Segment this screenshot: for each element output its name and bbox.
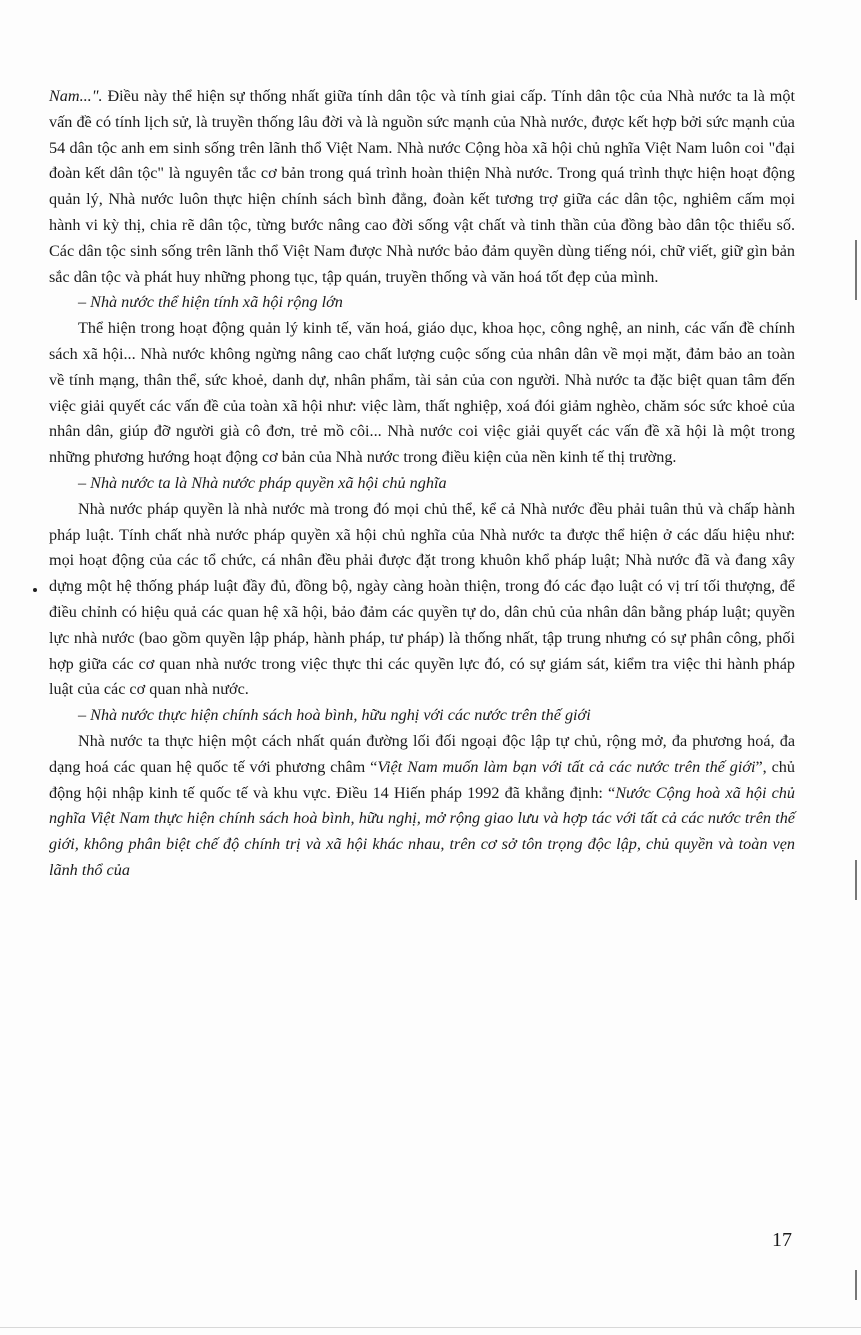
- run: Nhà nước ta thực hiện một cách nhất quán đường lối đối ngoại độc lập tự chủ, rộng mở, đa phương hoá, đa dạng hoá các quan hệ quốc tế với phương châm “: [49, 731, 795, 776]
- page-number: 17: [772, 1229, 792, 1251]
- body-text: [49, 84, 795, 884]
- run: Nam...".: [49, 87, 108, 105]
- scan-edge-mark: [855, 1270, 857, 1300]
- run: – Nhà nước ta là Nhà nước pháp quyền xã hội chủ nghĩa: [78, 473, 447, 492]
- paragraph-unity: [49, 84, 795, 290]
- run: ”, chủ động hội nhập kinh tế quốc tế và khu vực. Điều 14 Hiến pháp 1992 đã khẳng định: “: [49, 757, 795, 802]
- paragraph-rule-of-law: [49, 497, 795, 703]
- run: Điều này thể hiện sự thống nhất giữa tính dân tộc và tính giai cấp. Tính dân tộc của Nhà nước ta là một vấn đề có tính lịch sử, là truyền thống lâu đời và là nguồn sức mạnh của Nhà nước, được kết hợp bởi sức mạnh của 54 dân tộc anh em sinh sống trên lãnh thổ Việt Nam. Nhà nước Cộng hòa xã hội chủ nghĩa Việt Nam luôn coi "đại đoàn kết dân tộc" là nguyên tắc cơ bản trong quá trình hoàn thiện Nhà nước. Trong quá trình thực hiện hoạt động quản lý, Nhà nước luôn thực hiện chính sách bình đẳng, đoàn kết tương trợ giữa các dân tộc, nghiêm cấm mọi hành vi kỳ thị, chia rẽ dân tộc, từng bước nâng cao đời sống vật chất và tinh thần của đồng bào dân tộc thiểu số. Các dân tộc sinh sống trên lãnh thổ Việt Nam được Nhà nước bảo đảm quyền dùng tiếng nói, chữ viết, giữ gìn bản sắc dân tộc và phát huy những phong tục, tập quán, truyền thống và văn hoá tốt đẹp của mình.: [49, 87, 795, 286]
- paragraph-foreign-policy: [49, 729, 795, 884]
- paragraph-social: [49, 316, 795, 471]
- heading-social-character: [49, 290, 795, 316]
- scan-edge-mark: [855, 240, 857, 300]
- heading-rule-of-law: [49, 471, 795, 497]
- margin-mark: [33, 588, 37, 592]
- run: Nước Cộng hoà xã hội chủ nghĩa Việt Nam thực hiện chính sách hoà bình, hữu nghị, mở rộng giao lưu và hợp tác với tất cả các nước trên thế giới, không phân biệt chế độ chính trị và xã hội khác nhau, trên cơ sở tôn trọng độc lập, chủ quyền và toàn vẹn lãnh thổ của: [49, 783, 795, 879]
- heading-peace-policy: [49, 703, 795, 729]
- run: Việt Nam muốn làm bạn với tất cả các nước trên thế giới: [377, 757, 756, 776]
- run: Nhà nước pháp quyền là nhà nước mà trong đó mọi chủ thể, kể cả Nhà nước đều phải tuân thủ và chấp hành pháp luật. Tính chất nhà nước pháp quyền xã hội chủ nghĩa của Nhà nước ta được thể hiện ở các dấu hiệu như: mọi hoạt động của các tổ chức, cá nhân đều phải được đặt trong khuôn khổ pháp luật; Nhà nước đã và đang xây dựng một hệ thống pháp luật đầy đủ, đồng bộ, ngày càng hoàn thiện, trong đó các đạo luật có vị trí tối thượng, để điều chỉnh có hiệu quả các quan hệ xã hội, bảo đảm các quyền tự do, dân chủ của nhân dân bằng pháp luật; quyền lực nhà nước (bao gồm quyền lập pháp, hành pháp, tư pháp) là thống nhất, tập trung nhưng có sự phân công, phối hợp giữa các cơ quan nhà nước trong việc thực thi các quyền lực đó, có sự giám sát, kiểm tra việc thi hành pháp luật của các cơ quan nhà nước.: [49, 499, 795, 699]
- run: – Nhà nước thể hiện tính xã hội rộng lớn: [78, 293, 343, 312]
- run: – Nhà nước thực hiện chính sách hoà bình, hữu nghị với các nước trên thế giới: [78, 706, 591, 725]
- run: Thể hiện trong hoạt động quản lý kinh tế, văn hoá, giáo dục, khoa học, công nghệ, an ninh, các vấn đề chính sách xã hội... Nhà nước không ngừng nâng cao chất lượng cuộc sống của nhân dân về mọi mặt, đảm bảo an toàn về tính mạng, thân thể, sức khoẻ, danh dự, nhân phẩm, tài sản của con người. Nhà nước ta đặc biệt quan tâm đến việc giải quyết các vấn đề của toàn xã hội như: việc làm, thất nghiệp, xoá đói giảm nghèo, chăm sóc sức khoẻ của nhân dân, giúp đỡ người già cô đơn, trẻ mồ côi... Nhà nước coi việc giải quyết các vấn đề xã hội là một trong những phương hướng hoạt động cơ bản của Nhà nước trong điều kiện của nền kinh tế thị trường.: [49, 319, 795, 467]
- scan-bottom-edge: [0, 1327, 861, 1328]
- scan-edge-mark: [855, 860, 857, 900]
